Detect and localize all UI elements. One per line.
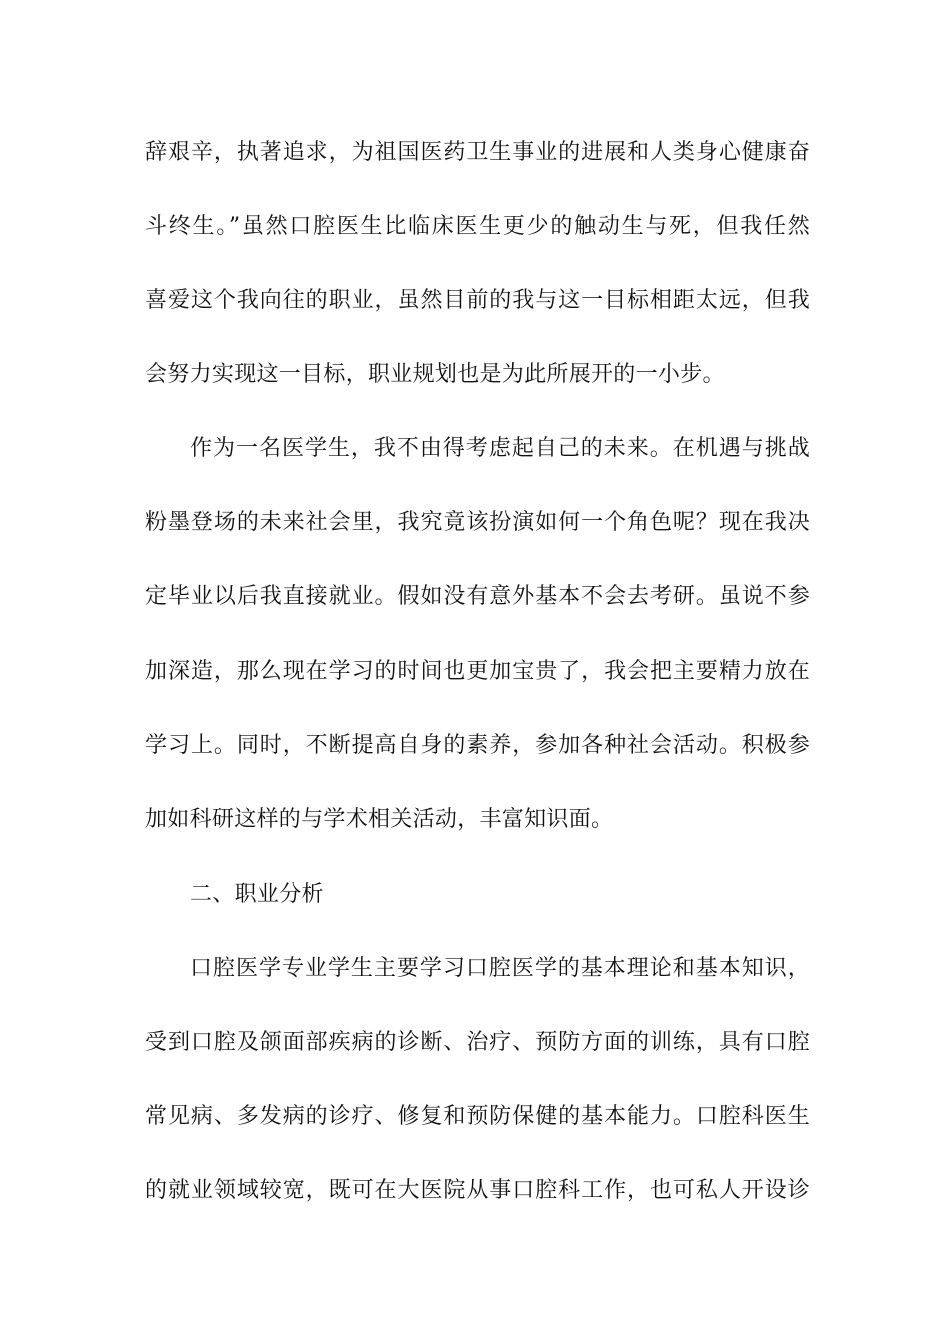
paragraph-line: 喜爱这个我向往的职业，虽然目前的我与这一目标相距太远，但我	[145, 288, 810, 313]
paragraph-line: 受到口腔及颌面部疾病的诊断、治疗、预防方面的训练，具有口腔	[145, 1030, 810, 1055]
paragraph-line: 常见病、多发病的诊疗、修复和预防保健的基本能力。口腔科医生	[145, 1104, 810, 1129]
paragraph-line: 作为一名医学生，我不由得考虑起自己的未来。在机遇与挑战	[190, 436, 810, 461]
paragraph-line: 的就业领域较宽，既可在大医院从事口腔科工作，也可私人开设诊	[145, 1178, 810, 1203]
paragraph-line: 加深造，那么现在学习的时间也更加宝贵了，我会把主要精力放在	[145, 659, 810, 684]
paragraph-line: 斗终生。”虽然口腔医生比临床医生更少的触动生与死，但我任然	[145, 214, 810, 239]
paragraph-line: 学习上。同时，不断提高自身的素养，参加各种社会活动。积极参	[145, 733, 810, 758]
section-heading: 二、职业分析	[190, 882, 324, 907]
paragraph-line: 会努力实现这一目标，职业规划也是为此所展开的一小步。	[145, 362, 725, 387]
paragraph-line: 定毕业以后我直接就业。假如没有意外基本不会去考研。虽说不参	[145, 584, 810, 609]
paragraph-line: 加如科研这样的与学术相关活动，丰富知识面。	[145, 807, 614, 832]
paragraph-line: 口腔医学专业学生主要学习口腔医学的基本理论和基本知识，	[190, 956, 810, 981]
paragraph-line: 辞艰辛，执著追求，为祖国医药卫生事业的进展和人类身心健康奋	[145, 140, 810, 165]
paragraph-line: 粉墨登场的未来社会里，我究竟该扮演如何一个角色呢？现在我决	[145, 510, 810, 535]
